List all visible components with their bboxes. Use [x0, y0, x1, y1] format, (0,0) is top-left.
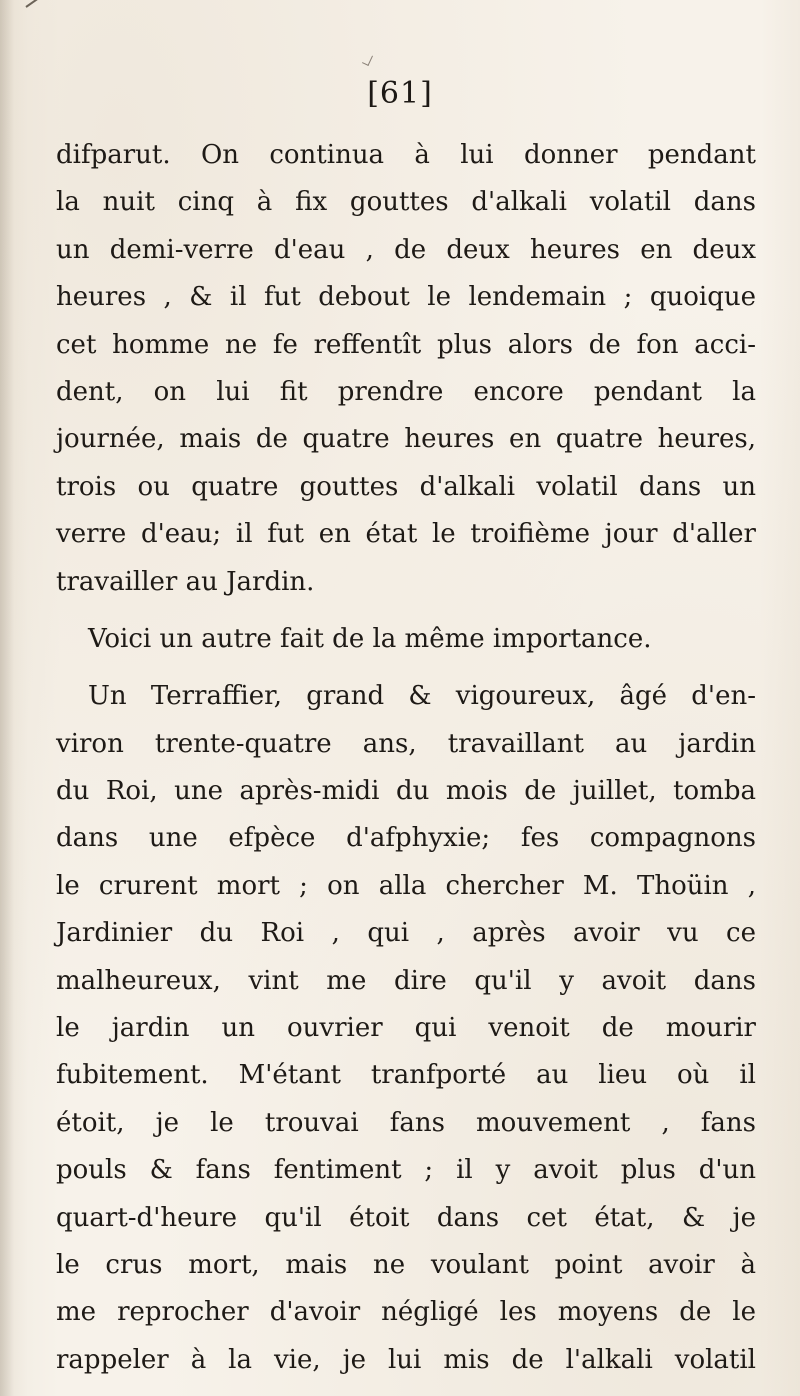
corner-pen-mark	[25, 0, 44, 8]
paragraph-1	[56, 132, 756, 606]
text-line: dent, on lui fit prendre encore pendant la	[56, 376, 756, 407]
text-line: trois ou quatre gouttes d'alkali volatil dans un	[56, 471, 756, 502]
text-line: du Roi, une après-midi du mois de juillet, tomba	[56, 776, 756, 807]
text-line: fubitement. M'étant tranfporté au lieu où il	[56, 1060, 756, 1091]
text-line: travailler au Jardin.	[56, 566, 315, 597]
page-number: [61]	[367, 76, 433, 111]
text-line: étoit, je le trouvai fans mouvement , fans	[56, 1107, 756, 1138]
paragraph-gap	[56, 663, 756, 673]
text-line: la nuit cinq à fix gouttes d'alkali volatil dans	[56, 187, 756, 218]
text-line: me reprocher d'avoir négligé les moyens de le	[56, 1297, 756, 1328]
text-line: un demi-verre d'eau , de deux heures en deux	[56, 234, 756, 265]
text-line: Voici un autre fait de la même importance.	[88, 623, 652, 654]
page-binding-shadow	[0, 0, 14, 1396]
paragraph-gap	[56, 606, 756, 616]
text-line: Un Terraffier, grand & vigoureux, âgé d'en-	[88, 681, 756, 712]
text-line: le crurent mort ; on alla chercher M. Thoüin ,	[56, 870, 756, 901]
text-line: pouls & fans fentiment ; il y avoit plus d'un	[56, 1155, 756, 1186]
text-line: le crus mort, mais ne voulant point avoir à	[56, 1249, 756, 1280]
text-line: difparut. On continua à lui donner pendant	[56, 140, 756, 170]
body-text	[56, 132, 756, 1384]
text-line: Jardinier du Roi , qui , après avoir vu ce	[56, 918, 756, 949]
tick-pen-mark	[362, 53, 373, 66]
paragraph-2	[56, 616, 756, 663]
text-line: verre d'eau; il fut en état le troifième jour d'aller	[56, 519, 756, 550]
text-line: dans une efpèce d'afphyxie; fes compagnons	[56, 823, 756, 854]
text-line: heures , & il fut debout le lendemain ; quoique	[56, 282, 756, 313]
text-line: cet homme ne fe reffentît plus alors de fon acci-	[56, 329, 756, 360]
text-line: viron trente-quatre ans, travaillant au jardin	[56, 728, 756, 759]
text-line: journée, mais de quatre heures en quatre heures,	[56, 424, 756, 455]
text-line: quart-d'heure qu'il étoit dans cet état, & je	[56, 1202, 756, 1233]
paragraph-3	[56, 673, 756, 1384]
text-line: le jardin un ouvrier qui venoit de mourir	[56, 1013, 756, 1044]
text-line: rappeler à la vie, je lui mis de l'alkali volatil	[56, 1344, 756, 1375]
text-line: malheureux, vint me dire qu'il y avoit dans	[56, 965, 756, 996]
